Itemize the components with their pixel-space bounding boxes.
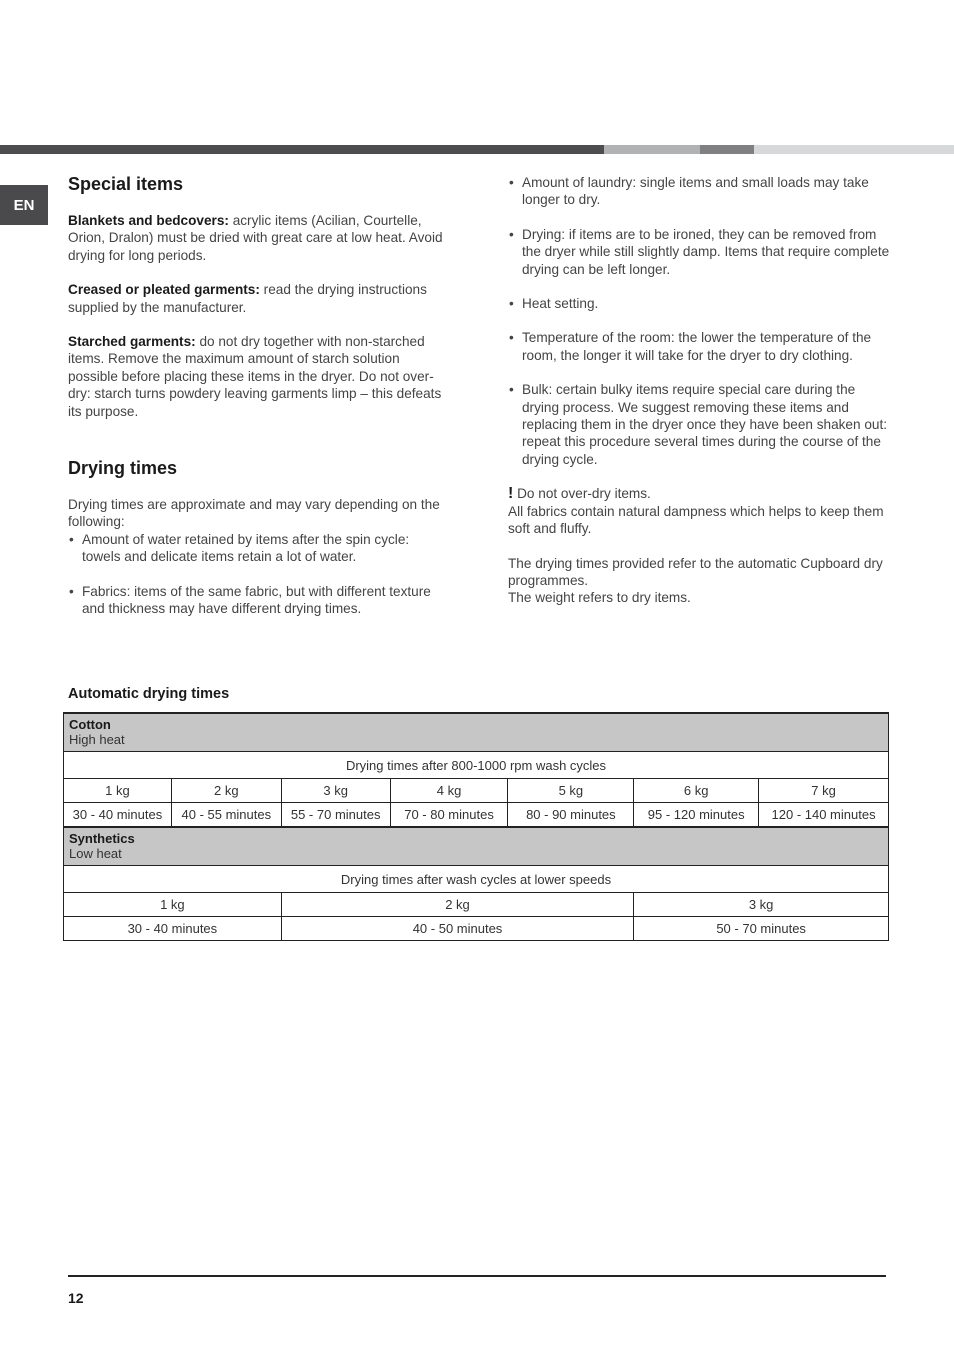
table-row bbox=[64, 893, 889, 917]
table-caption-cell: Drying times after wash cycles at lower speeds bbox=[64, 866, 889, 893]
weight-cell: 7 kg bbox=[759, 779, 889, 803]
special-item-term: Blankets and bedcovers: bbox=[68, 213, 229, 228]
header-bar-segment bbox=[0, 145, 604, 154]
weight-cell: 2 kg bbox=[281, 893, 634, 917]
special-items-heading: Special items bbox=[68, 174, 184, 194]
special-item-term: Creased or pleated garments: bbox=[68, 282, 260, 298]
left-column bbox=[68, 172, 450, 618]
special-item-text: acrylic items (Acilian, Courtelle, Orion, Dralon) must be dried with great care at low heat. Avoid drying for long periods. bbox=[68, 213, 443, 263]
list-item: • Amount of water retained by items after the spin cycle: towels and delicate items retain a lot of water. bbox=[68, 531, 450, 566]
time-cell: 30 - 40 minutes bbox=[64, 803, 172, 828]
note-line: The weight refers to dry items. bbox=[508, 590, 691, 606]
weight-cell: 4 kg bbox=[390, 779, 508, 803]
list-item: • Amount of laundry: single items and small loads may take longer to dry. bbox=[508, 174, 892, 209]
drying-times-heading: Drying times bbox=[68, 458, 178, 479]
footer-divider bbox=[68, 1275, 886, 1277]
group-heat: Low heat bbox=[69, 846, 122, 861]
warning-icon: ! bbox=[508, 485, 514, 503]
special-item-paragraph bbox=[68, 212, 450, 264]
weight-cell: 5 kg bbox=[508, 779, 634, 803]
list-item: • Bulk: certain bulky items require special care during the drying process. We suggest removing these items and replacing them in the dryer once they have been shaken out: repeat this procedure several times during the course of the drying cycle. bbox=[508, 381, 892, 468]
list-item: • Temperature of the room: the lower the temperature of the room, the longer it will take for the dryer to dry clothing. bbox=[508, 329, 892, 364]
weight-cell: 1 kg bbox=[64, 893, 282, 917]
special-item-paragraph bbox=[68, 333, 450, 420]
time-cell: 40 - 55 minutes bbox=[171, 803, 281, 828]
time-cell: 30 - 40 minutes bbox=[64, 917, 282, 941]
table-row bbox=[64, 803, 889, 828]
special-item-text: do not dry together with non-starched items. Remove the maximum amount of starch solution possible before placing these items in the dryer. Do not over-dry: starch turns powdery leaving garments limp – this defeats its purpose. bbox=[68, 334, 442, 419]
table-group-header bbox=[64, 713, 889, 752]
page-number: 12 bbox=[68, 1290, 84, 1306]
time-cell: 80 - 90 minutes bbox=[508, 803, 634, 828]
weight-cell: 2 kg bbox=[171, 779, 281, 803]
warning-title: Do not over-dry items. bbox=[517, 486, 651, 502]
group-name: Synthetics bbox=[69, 831, 135, 846]
drying-factors-list-continued bbox=[508, 174, 892, 468]
table-group-header bbox=[64, 827, 889, 866]
table-row bbox=[64, 779, 889, 803]
header-bar-segment bbox=[700, 145, 754, 154]
special-item-text: read the drying instructions supplied by the manufacturer. bbox=[68, 282, 427, 315]
warning-note bbox=[508, 485, 892, 502]
weight-cell: 1 kg bbox=[64, 779, 172, 803]
cotton-header-cell bbox=[64, 713, 889, 752]
list-item: • Fabrics: items of the same fabric, but with different texture and thickness may have different drying times. bbox=[68, 583, 450, 618]
language-tab: EN bbox=[0, 185, 48, 225]
special-item-paragraph bbox=[68, 281, 450, 316]
synthetics-header-cell bbox=[64, 827, 889, 866]
table-row bbox=[64, 752, 889, 779]
group-heat: High heat bbox=[69, 732, 125, 747]
time-cell: 95 - 120 minutes bbox=[634, 803, 759, 828]
table-row bbox=[64, 866, 889, 893]
drying-times-intro: Drying times are approximate and may vary depending on the following: bbox=[68, 497, 440, 530]
time-cell: 55 - 70 minutes bbox=[281, 803, 390, 828]
table-row bbox=[64, 917, 889, 941]
time-cell: 40 - 50 minutes bbox=[281, 917, 634, 941]
header-bar-segment bbox=[604, 145, 700, 154]
list-item: • Drying: if items are to be ironed, they can be removed from the dryer while still slightly damp. Items that require complete drying can be left longer. bbox=[508, 226, 892, 278]
drying-factors-list bbox=[68, 531, 450, 618]
table-title: Automatic drying times bbox=[68, 686, 230, 702]
drying-times-table bbox=[63, 712, 889, 941]
special-item-term: Starched garments: bbox=[68, 334, 196, 350]
list-item: • Heat setting. bbox=[508, 295, 892, 312]
right-column bbox=[508, 174, 892, 607]
time-cell: 120 - 140 minutes bbox=[759, 803, 889, 828]
time-cell: 50 - 70 minutes bbox=[634, 917, 889, 941]
table-caption-cell: Drying times after 800-1000 rpm wash cycles bbox=[64, 752, 889, 779]
weight-cell: 3 kg bbox=[634, 893, 889, 917]
warning-text: All fabrics contain natural dampness which helps to keep them soft and fluffy. bbox=[508, 503, 884, 537]
header-color-bar bbox=[0, 145, 954, 154]
time-cell: 70 - 80 minutes bbox=[390, 803, 508, 828]
header-bar-segment bbox=[754, 145, 954, 154]
group-name: Cotton bbox=[69, 717, 111, 732]
note-line: The drying times provided refer to the automatic Cupboard dry programmes. bbox=[508, 555, 883, 588]
weight-cell: 3 kg bbox=[281, 779, 390, 803]
weight-cell: 6 kg bbox=[634, 779, 759, 803]
